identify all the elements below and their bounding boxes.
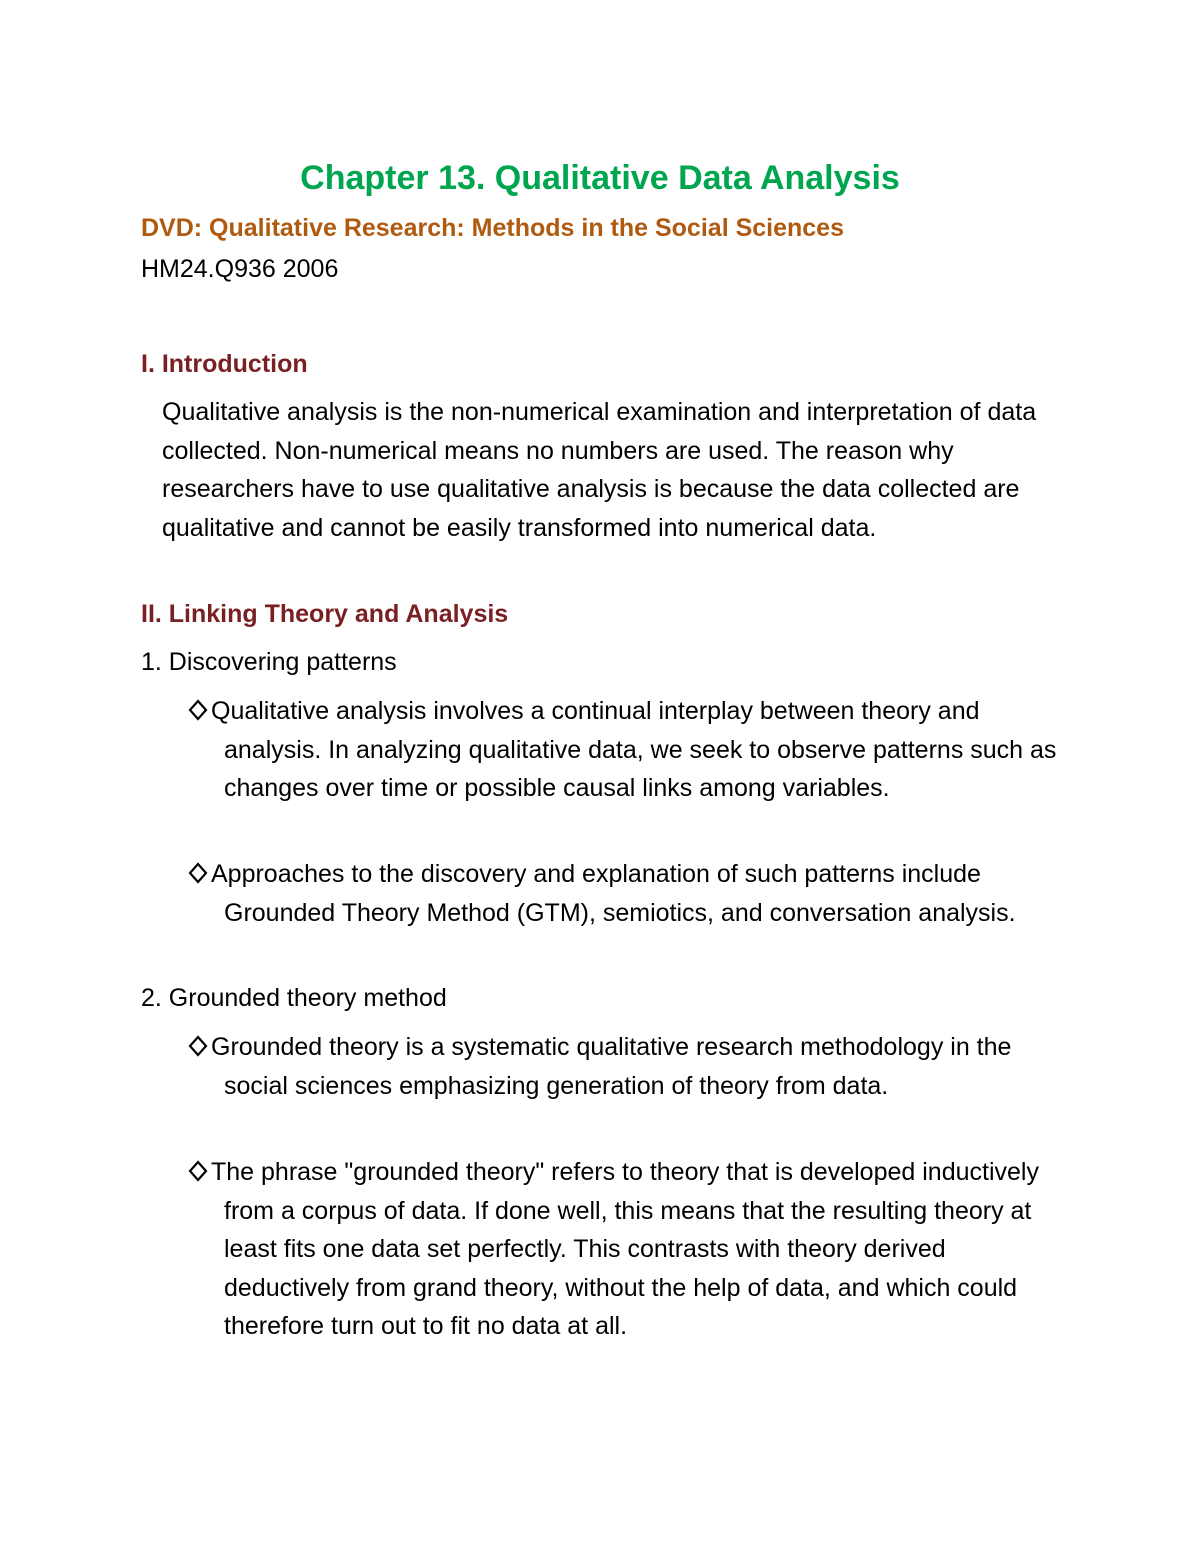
bullet-text: Grounded theory is a systematic qualitative research methodology in the social sciences emphasizing generation of theory from data. <box>211 1033 1012 1100</box>
list-item <box>186 1153 1066 1346</box>
bullet-text: The phrase "grounded theory" refers to theory that is developed inductively from a corpus of data. If done well, this means that the resulting theory at least fits one data set perfectly. This contrasts with theory derived deductively from grand theory, without the help of data, and which could therefore turn out to fit no data at all. <box>211 1158 1039 1341</box>
call-number: HM24.Q936 2006 <box>141 255 339 283</box>
list-item <box>186 855 1066 932</box>
diamond-outline-icon <box>186 1028 210 1066</box>
section-heading-introduction: I. Introduction <box>141 350 308 378</box>
list-item <box>186 1028 1066 1105</box>
diamond-outline-icon <box>186 692 210 730</box>
dvd-subtitle: DVD: Qualitative Research: Methods in the Social Sciences <box>141 214 844 242</box>
page-title: Chapter 13. Qualitative Data Analysis <box>300 159 900 197</box>
list-item <box>186 692 1066 808</box>
bullet-text: Qualitative analysis involves a continual interplay between theory and analysis. In analyzing qualitative data, we seek to observe patterns such as changes over time or possible causal links among variables. <box>211 697 1057 803</box>
diamond-outline-icon <box>186 1153 210 1191</box>
numbered-item-grounded-theory: 2. Grounded theory method <box>141 984 447 1012</box>
numbered-item-discovering-patterns: 1. Discovering patterns <box>141 648 397 676</box>
diamond-outline-icon <box>186 855 210 893</box>
bullet-text: Approaches to the discovery and explanation of such patterns include Grounded Theory Method (GTM), semiotics, and conversation analysis. <box>211 860 1016 927</box>
section-heading-linking: II. Linking Theory and Analysis <box>141 600 509 628</box>
introduction-paragraph: Qualitative analysis is the non-numerical examination and interpretation of data collected. Non-numerical means no numbers are used. The reason why researchers have to use qualitative analysis is because the data collected are qualitative and cannot be easily transformed into numerical data. <box>162 398 1037 542</box>
